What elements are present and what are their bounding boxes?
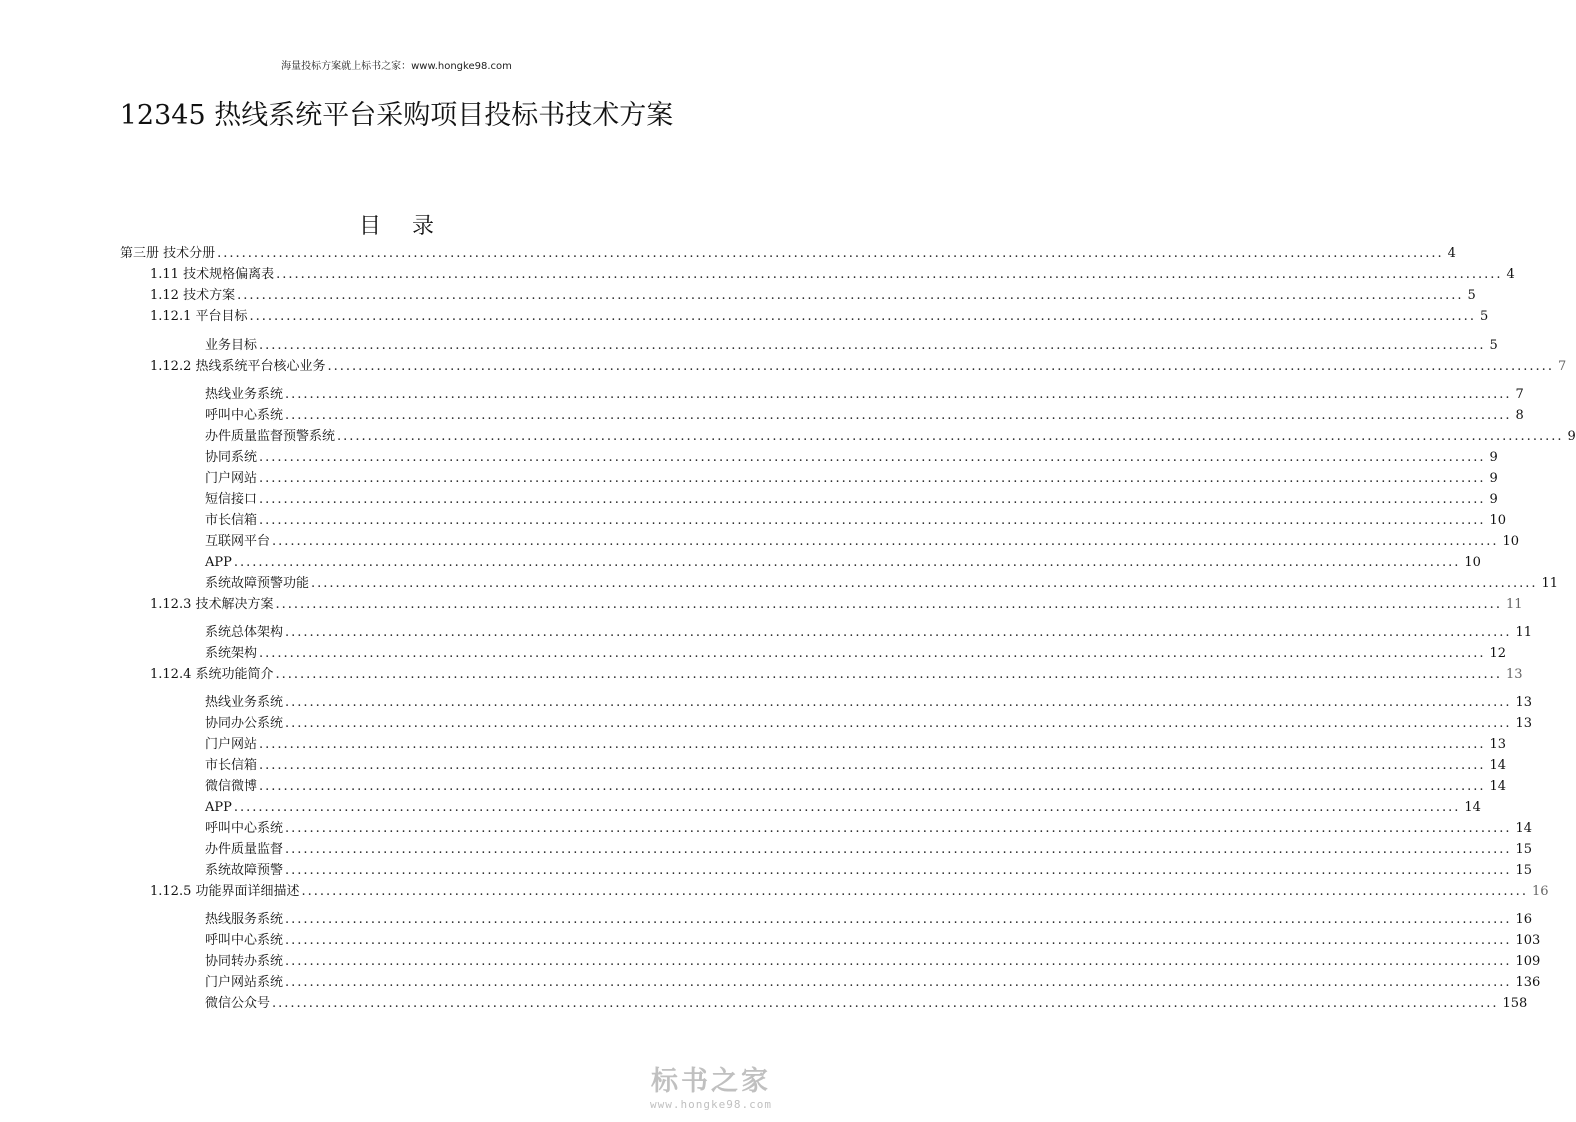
toc-entry-label: 协同办公系统: [205, 716, 284, 731]
toc-entry-label: 呼叫中心系统: [205, 933, 284, 948]
toc-entry-page: 13: [1505, 667, 1523, 682]
toc-entry-label: 1.11 技术规格偏离表: [150, 267, 275, 282]
toc-entry-page: 13: [1489, 737, 1507, 752]
toc-entry[interactable]: 系统故障预警 ........................................................................................................................................................................................................ 15: [205, 863, 1533, 878]
header-note: 海量投标方案就上标书之家：www.hongke98.com: [281, 61, 512, 72]
toc-entry-page: 4: [1506, 267, 1515, 282]
toc-entry-page: 11: [1505, 597, 1523, 612]
toc-entry[interactable]: 系统架构 ........................................................................................................................................................................................................ 12: [205, 646, 1507, 661]
toc-entry[interactable]: 系统故障预警功能 ........................................................................................................................................................................................................ 11: [205, 576, 1559, 591]
toc-entry-label: 热线业务系统: [205, 387, 284, 402]
toc-entry-page: 11: [1541, 576, 1559, 591]
toc-entry-page: 10: [1464, 555, 1481, 570]
toc-entry[interactable]: 1.12.1 平台目标 ........................................................................................................................................................................................................ 5: [150, 309, 1489, 324]
toc-entry-page: 14: [1515, 821, 1533, 836]
toc-entry[interactable]: 办件质量监督预警系统 ........................................................................................................................................................................................................ 9: [205, 429, 1576, 444]
toc-entry-page: 9: [1567, 429, 1576, 444]
logo-text: 标书之家: [651, 1066, 771, 1097]
watermark-logo: [636, 1066, 786, 1114]
toc-entry-label: 系统总体架构: [205, 625, 284, 640]
toc-heading: 目 录: [359, 214, 446, 239]
toc-entry-page: 7: [1515, 387, 1524, 402]
toc-entry-label: 办件质量监督: [205, 842, 284, 857]
toc-entry-page: 11: [1515, 625, 1533, 640]
toc-entry-label: 业务目标: [205, 338, 258, 353]
toc-entry-label: 1.12 技术方案: [150, 288, 236, 303]
toc-entry-label: 热线服务系统: [205, 912, 284, 927]
toc-entry-page: 14: [1489, 758, 1507, 773]
toc-entry-label: APP: [205, 555, 232, 570]
toc-entry-label: 微信公众号: [205, 996, 271, 1011]
toc-entry[interactable]: 1.12.2 热线系统平台核心业务 ........................................................................................................................................................................................................ 7: [150, 359, 1567, 374]
toc-entry-label: 1.12.5 功能界面详细描述: [150, 884, 300, 899]
toc-entry-page: 14: [1464, 800, 1481, 815]
toc-entry[interactable]: 协同系统 ........................................................................................................................................................................................................ 9: [205, 450, 1498, 465]
toc-entry-page: 16: [1515, 912, 1533, 927]
toc-entry-page: 13: [1515, 695, 1533, 710]
toc-entry[interactable]: 微信公众号 ........................................................................................................................................................................................................ 158: [205, 996, 1528, 1011]
toc-entry-label: 1.12.3 技术解决方案: [150, 597, 274, 612]
toc-entry[interactable]: 门户网站 ........................................................................................................................................................................................................ 9: [205, 471, 1498, 486]
toc-entry-label: 协同转办系统: [205, 954, 284, 969]
toc-entry[interactable]: 热线服务系统 ........................................................................................................................................................................................................ 16: [205, 912, 1533, 927]
toc-entry-label: 1.12.2 热线系统平台核心业务: [150, 359, 326, 374]
toc-entry[interactable]: 门户网站系统 ........................................................................................................................................................................................................ 136: [205, 975, 1541, 990]
toc-entry-page: 10: [1502, 534, 1520, 549]
toc-entry[interactable]: 1.12 技术方案 ........................................................................................................................................................................................................ 5: [150, 288, 1476, 303]
toc-entry-page: 9: [1489, 492, 1498, 507]
toc-entry-label: 呼叫中心系统: [205, 821, 284, 836]
toc-entry[interactable]: 协同转办系统 ........................................................................................................................................................................................................ 109: [205, 954, 1541, 969]
toc-entry-label: 系统架构: [205, 646, 258, 661]
toc-entry[interactable]: 1.11 技术规格偏离表 ........................................................................................................................................................................................................ 4: [150, 267, 1515, 282]
toc-entry-page: 5: [1479, 309, 1489, 324]
toc-entry-page: 16: [1531, 884, 1549, 899]
toc-entry-label: 门户网站: [205, 737, 258, 752]
toc-entry[interactable]: 市长信箱 ........................................................................................................................................................................................................ 10: [205, 513, 1507, 528]
toc-entry[interactable]: 互联网平台 ........................................................................................................................................................................................................ 10: [205, 534, 1520, 549]
toc-entry[interactable]: 门户网站 ........................................................................................................................................................................................................ 13: [205, 737, 1507, 752]
toc-entry-page: 13: [1515, 716, 1533, 731]
toc-entry[interactable]: 呼叫中心系统 ........................................................................................................................................................................................................ 103: [205, 933, 1541, 948]
toc-entry-page: 15: [1515, 863, 1533, 878]
toc-entry-label: 门户网站系统: [205, 975, 284, 990]
toc-entry-label: 协同系统: [205, 450, 258, 465]
toc-entry-label: 1.12.4 系统功能简介: [150, 667, 274, 682]
toc-entry-label: APP: [205, 800, 232, 815]
toc-entry-page: 103: [1515, 933, 1541, 948]
toc-entry-label: 短信接口: [205, 492, 258, 507]
toc-entry-label: 系统故障预警: [205, 863, 284, 878]
toc-entry-page: 109: [1515, 954, 1541, 969]
toc-entry[interactable]: 微信微博 ........................................................................................................................................................................................................ 14: [205, 779, 1507, 794]
toc-entry-label: 微信微博: [205, 779, 258, 794]
toc-entry-page: 5: [1467, 288, 1476, 303]
toc-entry-page: 4: [1447, 246, 1456, 261]
toc-entry[interactable]: 办件质量监督 ........................................................................................................................................................................................................ 15: [205, 842, 1533, 857]
toc-entry[interactable]: 呼叫中心系统 ........................................................................................................................................................................................................ 14: [205, 821, 1533, 836]
toc-entry[interactable]: 呼叫中心系统 ........................................................................................................................................................................................................ 8: [205, 408, 1524, 423]
toc-entry-label: 市长信箱: [205, 513, 258, 528]
toc-entry[interactable]: 1.12.3 技术解决方案 ........................................................................................................................................................................................................ 11: [150, 597, 1523, 612]
toc-entry[interactable]: 系统总体架构 ........................................................................................................................................................................................................ 11: [205, 625, 1533, 640]
toc-entry[interactable]: 业务目标 ........................................................................................................................................................................................................ 5: [205, 338, 1498, 353]
toc-entry-label: 互联网平台: [205, 534, 271, 549]
toc-entry-page: 15: [1515, 842, 1533, 857]
toc-entry-label: 办件质量监督预警系统: [205, 429, 336, 444]
toc-entry[interactable]: 短信接口 ........................................................................................................................................................................................................ 9: [205, 492, 1498, 507]
toc-entry-page: 9: [1489, 450, 1498, 465]
toc-entry-page: 7: [1557, 359, 1567, 374]
toc-entry-page: 9: [1489, 471, 1498, 486]
toc-entry-label: 1.12.1 平台目标: [150, 309, 248, 324]
toc-entry[interactable]: 协同办公系统 ........................................................................................................................................................................................................ 13: [205, 716, 1533, 731]
toc-entry-page: 136: [1515, 975, 1541, 990]
logo-url: www.hongke98.com: [650, 1098, 772, 1111]
toc-entry[interactable]: APP ........................................................................................................................................................................................................ 10: [205, 555, 1481, 570]
toc-entry[interactable]: 热线业务系统 ........................................................................................................................................................................................................ 13: [205, 695, 1533, 710]
toc-entry[interactable]: 市长信箱 ........................................................................................................................................................................................................ 14: [205, 758, 1507, 773]
toc-entry-label: 呼叫中心系统: [205, 408, 284, 423]
toc-entry-page: 12: [1489, 646, 1507, 661]
document-title: 12345 热线系统平台采购项目投标书技术方案: [119, 100, 674, 131]
toc-entry[interactable]: 第三册 技术分册 ........................................................................................................................................................................................................ 4: [120, 246, 1456, 261]
toc-entry[interactable]: 热线业务系统 ........................................................................................................................................................................................................ 7: [205, 387, 1524, 402]
toc-entry-label: 系统故障预警功能: [205, 576, 310, 591]
toc-entry-label: 热线业务系统: [205, 695, 284, 710]
toc-entry-page: 10: [1489, 513, 1507, 528]
toc-entry-page: 5: [1489, 338, 1498, 353]
toc-entry-page: 158: [1502, 996, 1528, 1011]
toc-entry-page: 14: [1489, 779, 1507, 794]
toc-entry-label: 市长信箱: [205, 758, 258, 773]
toc-entry[interactable]: APP ........................................................................................................................................................................................................ 14: [205, 800, 1481, 815]
toc-entry-label: 门户网站: [205, 471, 258, 486]
toc-entry-page: 8: [1515, 408, 1524, 423]
toc-entry[interactable]: 1.12.4 系统功能简介 ........................................................................................................................................................................................................ 13: [150, 667, 1523, 682]
toc-entry[interactable]: 1.12.5 功能界面详细描述 ........................................................................................................................................................................................................ 16: [150, 884, 1549, 899]
toc-entry-label: 第三册 技术分册: [120, 246, 216, 261]
